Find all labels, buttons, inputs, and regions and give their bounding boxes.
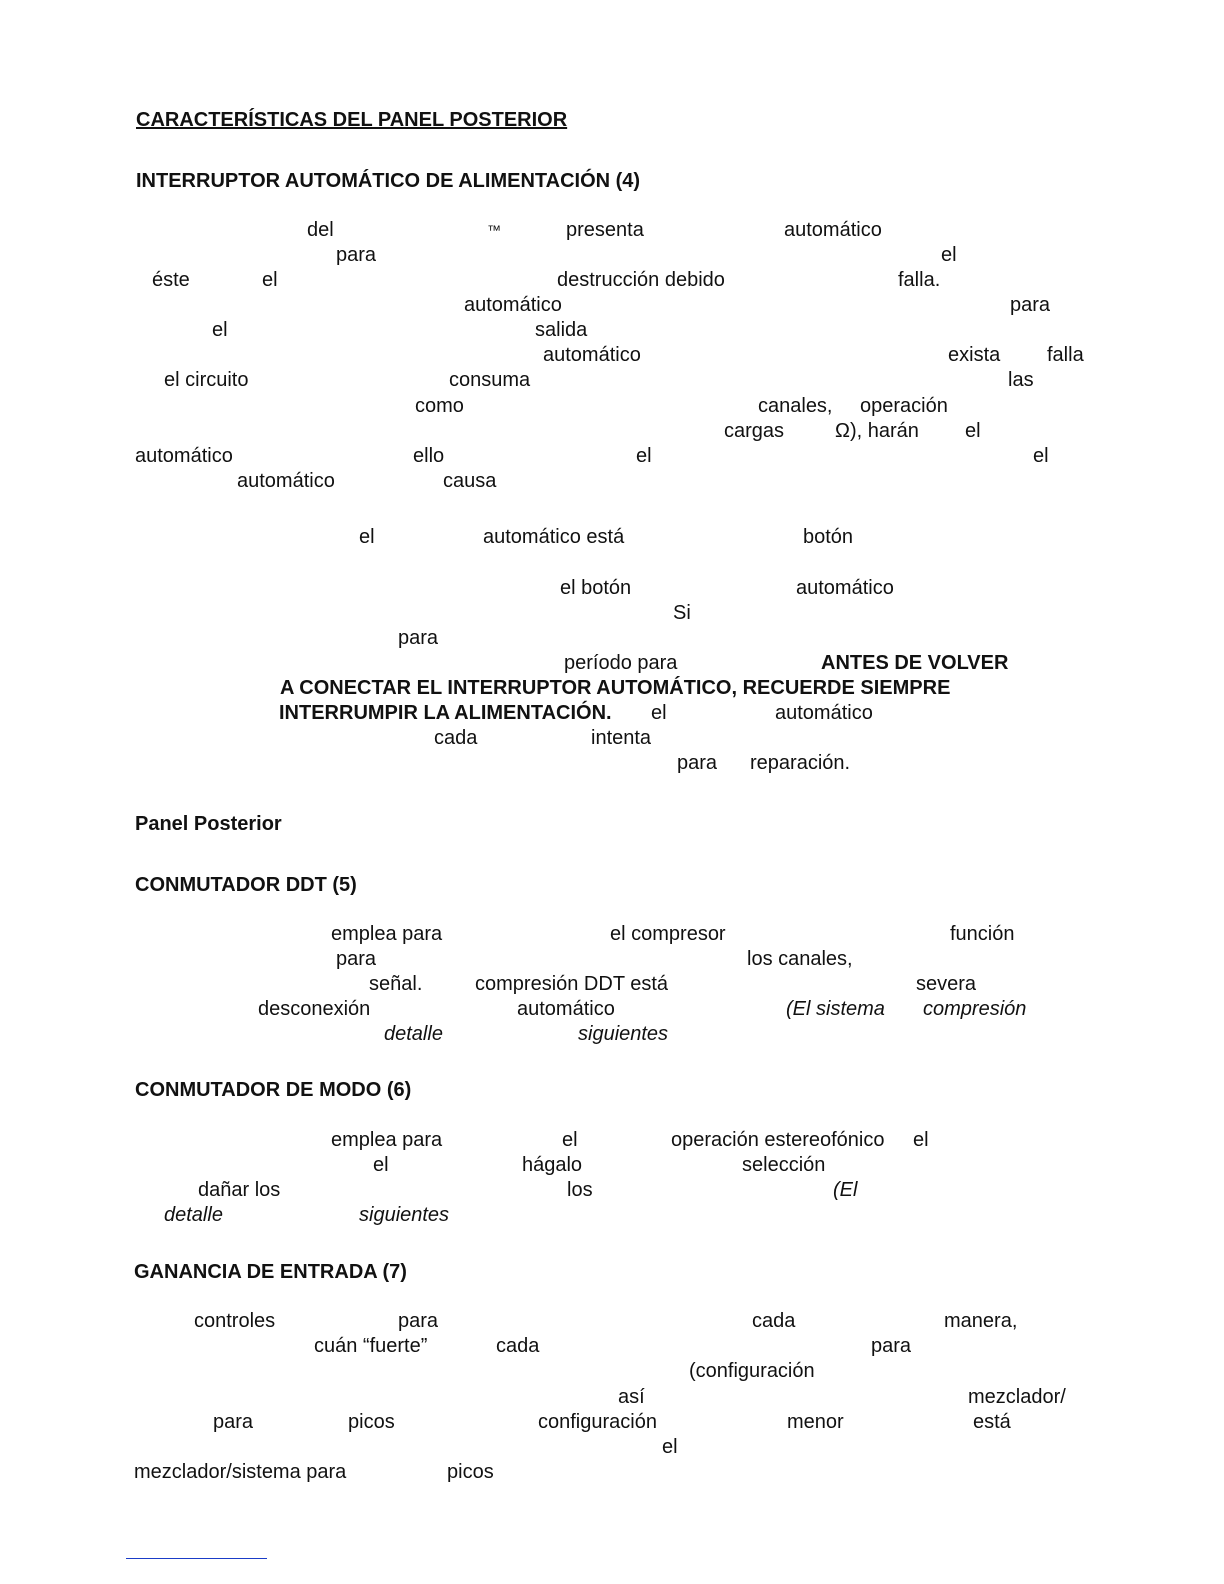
text-fragment: para	[336, 244, 377, 266]
text-fragment: presenta	[566, 219, 644, 241]
text-fragment: para	[336, 948, 377, 970]
text-fragment: operación estereofónico	[671, 1129, 885, 1151]
text-fragment: el compresor	[610, 923, 726, 945]
text-fragment: para	[677, 752, 718, 774]
text-fragment: canales,	[758, 395, 833, 417]
text-fragment: las	[1008, 369, 1034, 391]
italic-text: (El sistema	[786, 998, 885, 1020]
text-fragment: controles	[194, 1310, 276, 1332]
text-fragment: severa	[916, 973, 977, 995]
italic-text: siguientes	[359, 1204, 450, 1226]
text-fragment: cuán “fuerte”	[314, 1335, 428, 1357]
text-fragment: como	[415, 395, 464, 417]
text-fragment: dañar los	[198, 1179, 281, 1201]
text-fragment: período para	[564, 652, 678, 674]
text-fragment: señal.	[369, 973, 423, 995]
text-fragment: exista	[948, 344, 1001, 366]
text-fragment: causa	[443, 470, 497, 492]
footnote-rule	[126, 1558, 267, 1559]
text-fragment: Si	[673, 602, 691, 624]
text-fragment: así	[618, 1386, 645, 1408]
gain-heading: GANANCIA DE ENTRADA (7)	[134, 1261, 407, 1283]
text-fragment: el	[651, 702, 667, 724]
text-fragment: el	[965, 420, 981, 442]
text-fragment: automático está	[483, 526, 625, 548]
text-fragment: el	[212, 319, 228, 341]
text-fragment: el	[1033, 445, 1049, 467]
text-fragment: compresión DDT está	[475, 973, 669, 995]
text-fragment: el	[636, 445, 652, 467]
text-fragment: salida	[535, 319, 588, 341]
warning-text: A CONECTAR EL INTERRUPTOR AUTOMÁTICO, RECUERDE SIEMPRE	[280, 677, 951, 699]
text-fragment: picos	[348, 1411, 395, 1433]
text-fragment: selección	[742, 1154, 826, 1176]
text-fragment: Ω), harán	[835, 420, 919, 442]
text-fragment: los	[567, 1179, 593, 1201]
text-fragment: mezclador/sistema para	[134, 1461, 347, 1483]
text-fragment: cada	[434, 727, 478, 749]
text-fragment: manera,	[944, 1310, 1018, 1332]
italic-text: detalle	[384, 1023, 443, 1045]
text-fragment: operación	[860, 395, 948, 417]
text-fragment: desconexión	[258, 998, 371, 1020]
text-fragment: reparación.	[750, 752, 851, 774]
text-fragment: para	[398, 627, 439, 649]
text-fragment: intenta	[591, 727, 652, 749]
warning-text: INTERRUMPIR LA ALIMENTACIÓN.	[279, 702, 612, 724]
mode-heading: CONMUTADOR DE MODO (6)	[135, 1079, 412, 1101]
text-fragment: automático	[784, 219, 882, 241]
text-fragment: el	[941, 244, 957, 266]
text-fragment: botón	[803, 526, 854, 548]
text-fragment: consuma	[449, 369, 531, 391]
text-fragment: automático	[237, 470, 335, 492]
italic-text: siguientes	[578, 1023, 669, 1045]
text-fragment: falla	[1047, 344, 1084, 366]
warning-text: ANTES DE VOLVER	[821, 652, 1009, 674]
text-fragment: emplea para	[331, 923, 443, 945]
ddt-heading: CONMUTADOR DDT (5)	[135, 874, 357, 896]
text-fragment: hágalo	[522, 1154, 583, 1176]
text-fragment: para	[1010, 294, 1051, 316]
text-fragment: el	[262, 269, 278, 291]
text-fragment: menor	[787, 1411, 844, 1433]
text-fragment: para	[871, 1335, 912, 1357]
italic-text: (El	[833, 1179, 858, 1201]
text-fragment: para	[398, 1310, 439, 1332]
text-fragment: para	[213, 1411, 254, 1433]
text-fragment: está	[973, 1411, 1011, 1433]
text-fragment: cada	[496, 1335, 540, 1357]
text-fragment: automático	[775, 702, 873, 724]
trademark-symbol: ™	[487, 222, 501, 238]
text-fragment: (configuración	[689, 1360, 815, 1382]
italic-text: compresión	[923, 998, 1027, 1020]
rear-panel-heading: Panel Posterior	[135, 813, 282, 835]
text-fragment: el circuito	[164, 369, 249, 391]
text-fragment: cargas	[724, 420, 785, 442]
text-fragment: destrucción debido	[557, 269, 725, 291]
text-fragment: automático	[517, 998, 615, 1020]
text-fragment: el	[913, 1129, 929, 1151]
text-fragment: automático	[464, 294, 562, 316]
text-fragment: automático	[543, 344, 641, 366]
text-fragment: ello	[413, 445, 445, 467]
text-fragment: el	[359, 526, 375, 548]
text-fragment: automático	[135, 445, 233, 467]
text-fragment: el botón	[560, 577, 632, 599]
text-fragment: cada	[752, 1310, 796, 1332]
text-fragment: picos	[447, 1461, 494, 1483]
text-fragment: automático	[796, 577, 894, 599]
italic-text: detalle	[164, 1204, 223, 1226]
text-fragment: el	[562, 1129, 578, 1151]
text-fragment: función	[950, 923, 1015, 945]
text-fragment: del	[307, 219, 334, 241]
breaker-heading: INTERRUPTOR AUTOMÁTICO DE ALIMENTACIÓN (4)	[136, 170, 641, 192]
text-fragment: el	[662, 1436, 678, 1458]
text-fragment: emplea para	[331, 1129, 443, 1151]
text-fragment: éste	[152, 269, 190, 291]
main-title: CARACTERÍSTICAS DEL PANEL POSTERIOR	[136, 109, 568, 131]
text-fragment: los canales,	[747, 948, 853, 970]
text-fragment: mezclador/	[968, 1386, 1066, 1408]
text-fragment: configuración	[538, 1411, 657, 1433]
text-fragment: falla.	[898, 269, 941, 291]
text-fragment: el	[373, 1154, 389, 1176]
